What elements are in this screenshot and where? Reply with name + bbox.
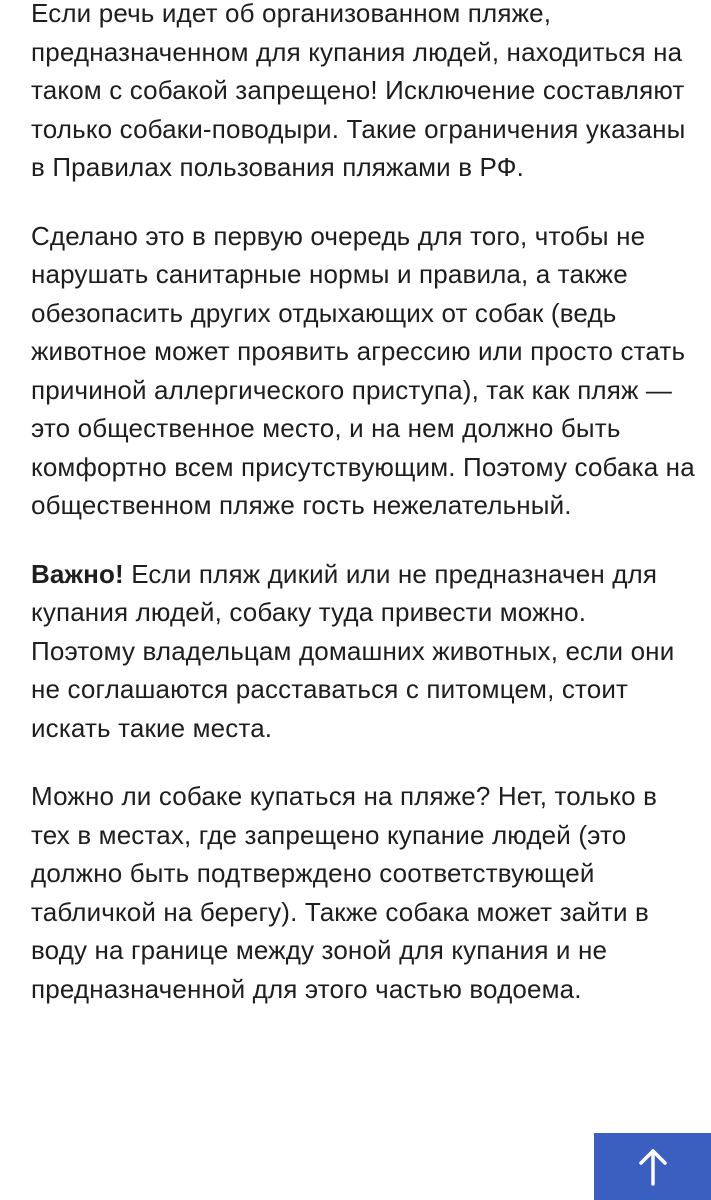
- important-label: Важно!: [31, 558, 124, 589]
- paragraph-4-text: Можно ли собаке купаться на пляже? Нет, только в тех в местах, где запрещено купание людей (это должно быть подтверждено соответствующей табличкой на берегу). Также собака может зайти в воду на границе между зоной для купания и не предназначенной для этого частью водоема.: [31, 781, 658, 1004]
- paragraph-1-text: Если речь идет об организованном пляже, предназначенном для купания людей, находиться на таком с собакой запрещено! Исключение составляют только собаки-поводыри. Такие ограничения указаны в Правилах пользования пляжами в РФ.: [31, 0, 686, 182]
- arrow-up-icon: [638, 1148, 668, 1186]
- article-body: [31, 0, 695, 1038]
- article-paragraph-3: [31, 555, 695, 748]
- scroll-to-top-button[interactable]: [594, 1133, 711, 1200]
- article-paragraph-2: [31, 217, 695, 525]
- paragraph-2-text: Сделано это в первую очередь для того, чтобы не нарушать санитарные нормы и правила, а также обезопасить других отдыхающих от собак (ведь животное может проявить агрессию или просто стать причиной аллергического приступа), так как пляж — это общественное место, и на нем должно быть комфортно всем присутствующим. Поэтому собака на общественном пляже гость нежелательный.: [31, 220, 695, 520]
- article-paragraph-4: [31, 777, 695, 1008]
- paragraph-3-text: Если пляж дикий или не предназначен для купания людей, собаку туда привести можно. Поэтому владельцам домашних животных, если они не соглашаются расставаться с питомцем, стоит искать такие места.: [31, 558, 675, 743]
- article-paragraph-1: [31, 0, 695, 187]
